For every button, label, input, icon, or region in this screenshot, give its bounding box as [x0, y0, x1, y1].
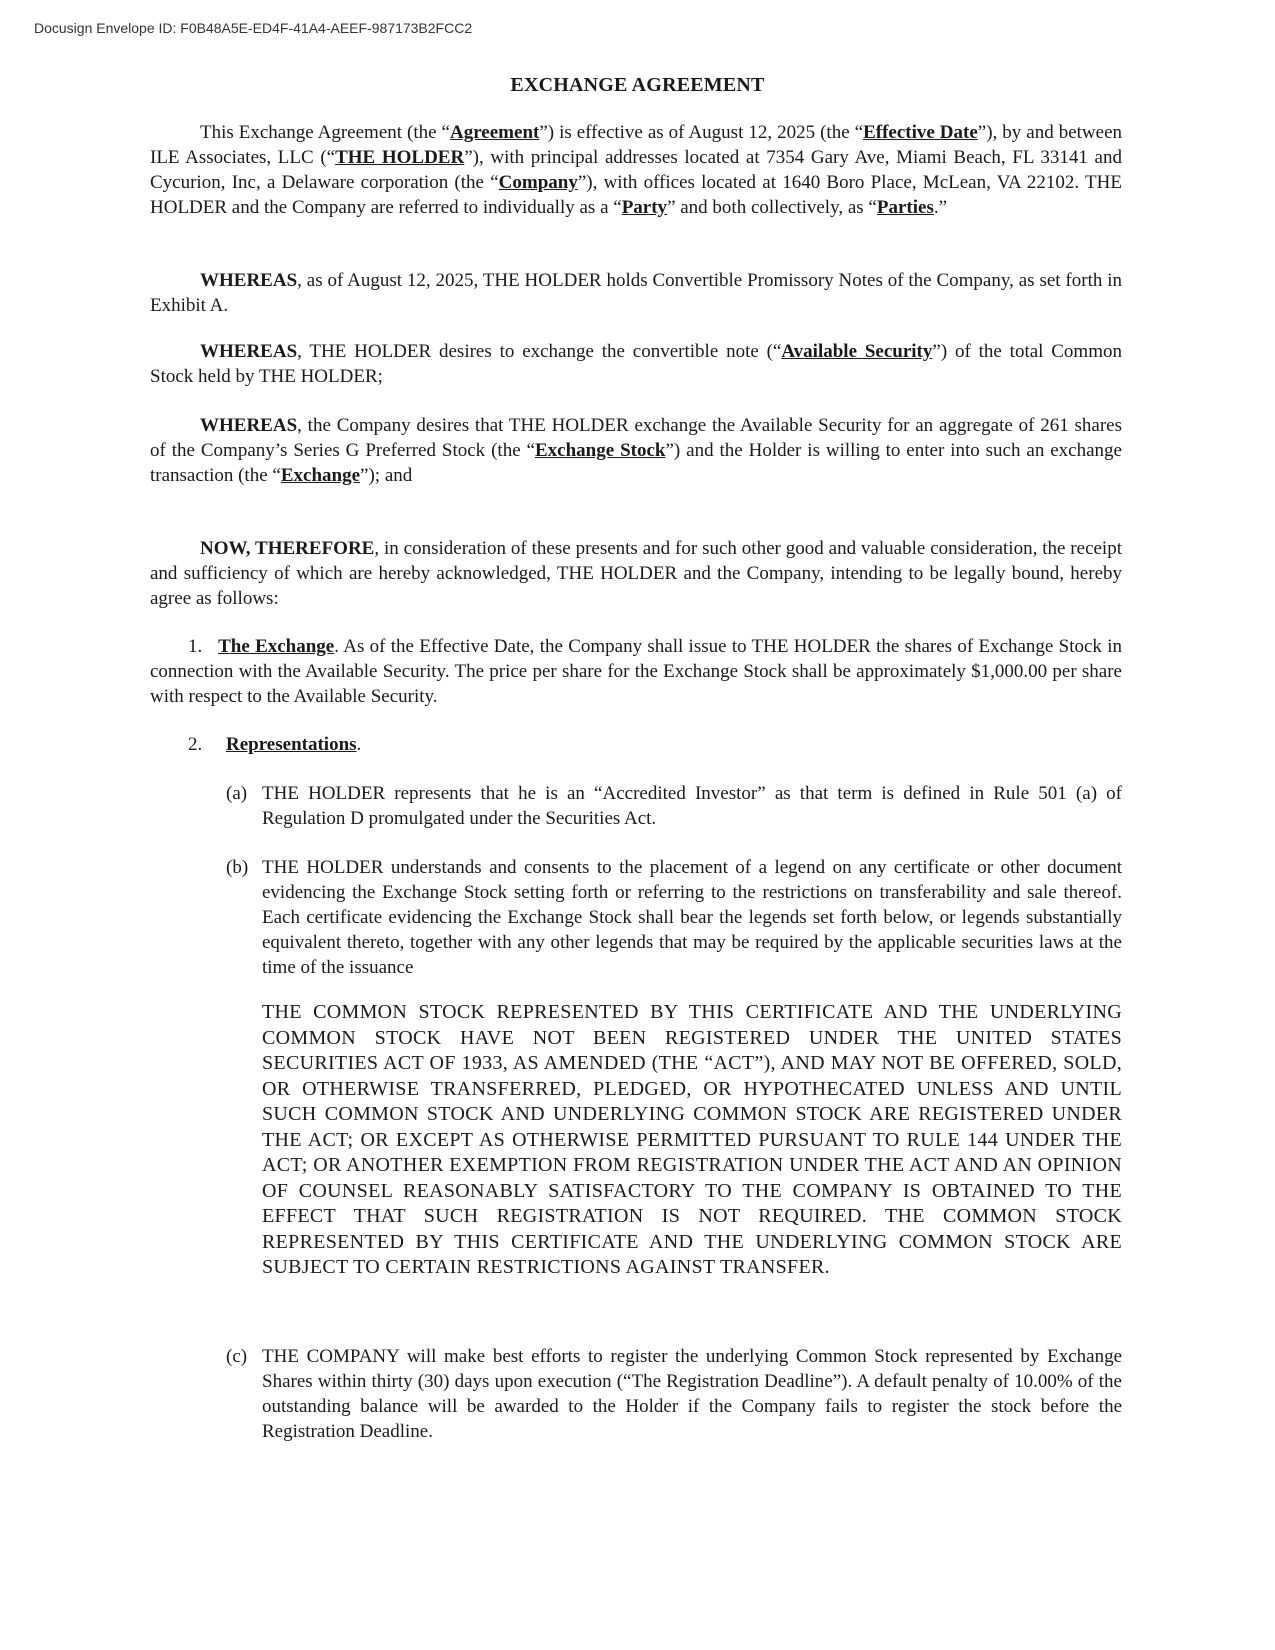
document-title: EXCHANGE AGREEMENT [510, 74, 765, 96]
defined-term-party: Party [621, 197, 668, 218]
item-c-label: (c) [226, 1346, 248, 1367]
whereas-clause-2: WHEREAS, THE HOLDER desires to exchange the convertible note (“Available Security”) of the total Common Stock held by THE HOLDER; [150, 341, 1122, 387]
now-therefore-clause: NOW, THEREFORE, in consideration of these presents and for such other good and valuable consideration, the receipt and sufficiency of which are hereby acknowledged, THE HOLDER and the Company, intending to be legally bound, hereby agree as follows: [150, 538, 1122, 609]
defined-term-agreement: Agreement [450, 122, 540, 143]
defined-term-holder: THE HOLDER [335, 147, 465, 168]
whereas-clause-3: WHEREAS, the Company desires that THE HOLDER exchange the Available Security for an aggregate of 261 shares of the Company’s Series G Preferred Stock (the “Exchange Stock”) and the Holder is willing to enter into such an exchange transaction (the “Exchange”); and [150, 415, 1122, 486]
intro-paragraph: This Exchange Agreement (the “Agreement”) is effective as of August 12, 2025 (the “Effective Date”), by and between ILE Associates, LLC (“THE HOLDER”), with principal addresses located at 7354 Gary Ave, Miami Beach, FL 33141 and Cycurion, Inc, a Delaware corporation (the “Company”), with offices located at 1640 Boro Place, McLean, VA 22102. THE HOLDER and the Company are referred to individually as a “Party” and both collectively, as “Parties.” [150, 122, 1123, 218]
section-2-heading: Representations. [226, 734, 362, 755]
item-c-text: THE COMPANY will make best efforts to register the underlying Common Stock represented by Exchange Shares within thirty (30) days upon execution (“The Registration Deadline”). A default penalty of 10.00% of the outstanding balance will be awarded to the Holder if the Company fails to register the stock before the Registration Deadline. [262, 1346, 1122, 1442]
defined-term-parties: Parties [876, 197, 934, 218]
whereas-clause-1: WHEREAS, as of August 12, 2025, THE HOLDER holds Convertible Promissory Notes of the Company, as set forth in Exhibit A. [150, 270, 1122, 316]
restrictive-legend: THE COMMON STOCK REPRESENTED BY THIS CERTIFICATE AND THE UNDERLYING COMMON STOCK HAVE NOT BEEN REGISTERED UNDER THE UNITED STATES SECURITIES ACT OF 1933, AS AMENDED (THE “ACT”), AND MAY NOT BE OFFERED, SOLD, OR OTHERWISE TRANSFERRED, PLEDGED, OR HYPOTHECATED UNLESS AND UNTIL SUCH COMMON STOCK AND UNDERLYING COMMON STOCK ARE REGISTERED UNDER THE ACT; OR EXCEPT AS OTHERWISE PERMITTED PURSUANT TO RULE 144 UNDER THE ACT; OR ANOTHER EXEMPTION FROM REGISTRATION UNDER THE ACT AND AN OPINION OF COUNSEL REASONABLY SATISFACTORY TO THE COMPANY IS OBTAINED TO THE EFFECT THAT SUCH REGISTRATION IS NOT REQUIRED. THE COMMON STOCK REPRESENTED BY THIS CERTIFICATE AND THE UNDERLYING COMMON STOCK ARE SUBJECT TO CERTAIN RESTRICTIONS AGAINST TRANSFER. [262, 1001, 1122, 1278]
envelope-id: Docusign Envelope ID: F0B48A5E-ED4F-41A4-AEEF-987173B2FCC2 [34, 20, 473, 36]
item-a-label: (a) [226, 783, 248, 804]
item-b-label: (b) [226, 857, 249, 878]
defined-term-available-security: Available Security [781, 341, 933, 362]
section-2-number: 2. [188, 734, 203, 755]
section-number: 1. [188, 636, 203, 657]
defined-term-exchange: Exchange [280, 465, 361, 486]
defined-term-company: Company [498, 172, 578, 193]
defined-term-effective-date: Effective Date [863, 122, 978, 143]
defined-term-exchange-stock: Exchange Stock [534, 440, 666, 461]
item-b-text: THE HOLDER understands and consents to the placement of a legend on any certificate or other document evidencing the Exchange Stock setting forth or referring to the restrictions on transferability and sale thereof. Each certificate evidencing the Exchange Stock shall bear the legends set forth below, or legends substantially equivalent thereto, together with any other legends that may be required by the applicable securities laws at the time of the issuance [262, 857, 1122, 978]
item-a-text: THE HOLDER represents that he is an “Accredited Investor” as that term is defined in Rule 501 (a) of Regulation D promulgated under the Securities Act. [262, 783, 1122, 829]
section-heading: The Exchange [218, 636, 335, 657]
section-1-the-exchange: 1. The Exchange. As of the Effective Date, the Company shall issue to THE HOLDER the shares of Exchange Stock in connection with the Available Security. The price per share for the Exchange Stock shall be approximately $1,000.00 per share with respect to the Available Security. [150, 636, 1122, 707]
